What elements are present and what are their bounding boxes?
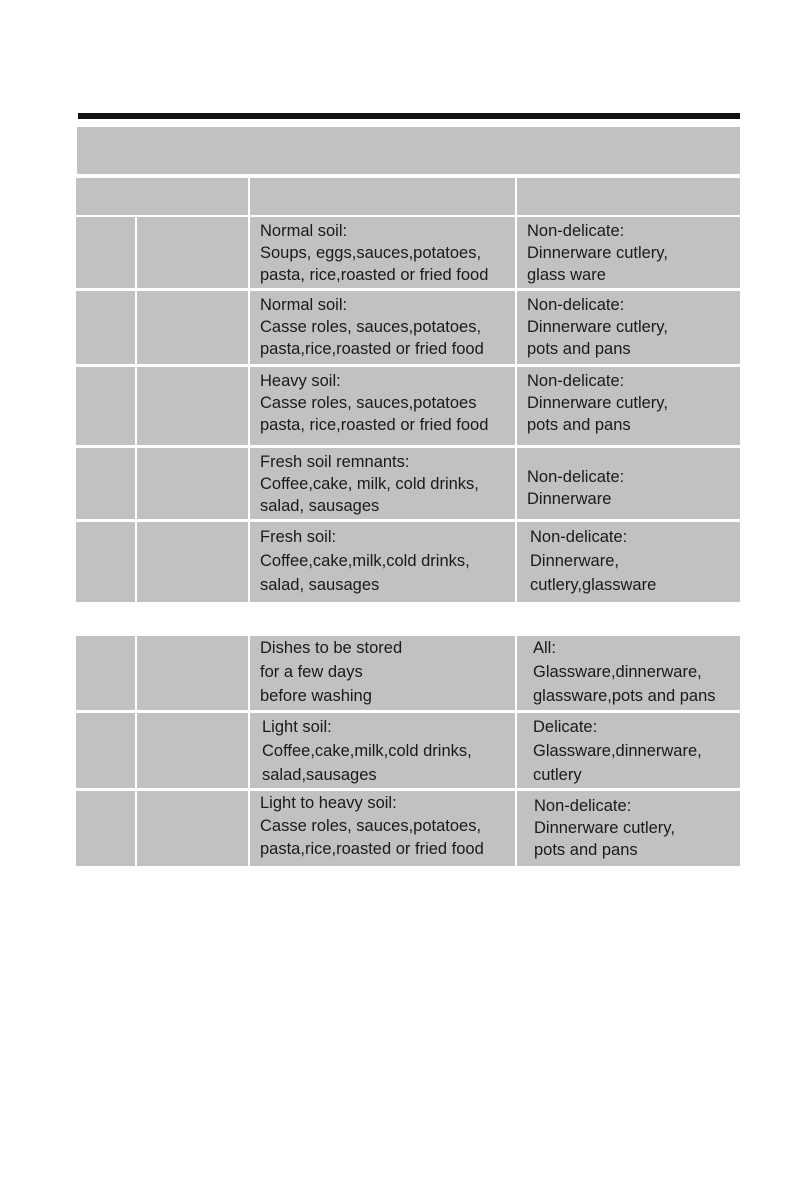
table-row-program-cell — [137, 217, 248, 288]
soil-description-cell — [250, 791, 515, 866]
dish-line: Delicate: — [533, 718, 598, 736]
soil-description-cell — [250, 713, 515, 788]
program-table — [76, 217, 740, 602]
dish-type-cell — [517, 522, 740, 602]
table-row-program-cell — [137, 522, 248, 602]
soil-line: Soups, eggs,sauces,potatoes, — [260, 244, 482, 262]
soil-description-cell — [250, 367, 515, 445]
soil-line: pasta,rice,roasted or fried food — [260, 340, 484, 358]
table-row-symbol-cell — [76, 713, 135, 788]
soil-line: Fresh soil: — [260, 528, 337, 546]
table-row-symbol-cell — [76, 217, 135, 288]
soil-line: pasta, rice,roasted or fried food — [260, 266, 489, 284]
dish-line: Dinnerware, — [530, 552, 619, 570]
soil-line: Heavy soil: — [260, 372, 341, 390]
soil-line: Light to heavy soil: — [260, 794, 397, 812]
soil-line: Casse roles, sauces,potatoes, — [260, 318, 482, 336]
soil-line: salad,sausages — [262, 766, 377, 784]
dish-line: cutlery,glassware — [530, 576, 657, 594]
dish-line: Glassware,dinnerware, — [533, 663, 702, 681]
table-row-symbol-cell — [76, 448, 135, 519]
table-header-row — [76, 178, 740, 215]
header-soil-cell — [250, 178, 515, 215]
dish-type-cell — [517, 636, 740, 710]
soil-description-cell — [250, 522, 515, 602]
dish-line: cutlery — [533, 766, 582, 784]
table-row-program-cell — [137, 791, 248, 866]
soil-line: Normal soil: — [260, 296, 348, 314]
dish-line: pots and pans — [527, 416, 631, 434]
soil-line: for a few days — [260, 663, 363, 681]
soil-line: Coffee,cake,milk,cold drinks, — [260, 552, 470, 570]
soil-line: Dishes to be stored — [260, 639, 403, 657]
table-row-symbol-cell — [76, 291, 135, 364]
dish-line: pots and pans — [534, 841, 638, 859]
dish-line: Non-delicate: — [534, 797, 632, 815]
soil-line: Casse roles, sauces,potatoes — [260, 394, 477, 412]
header-program-cell — [76, 178, 248, 215]
soil-description-cell — [250, 217, 515, 288]
soil-line: pasta,rice,roasted or fried food — [260, 840, 484, 858]
dish-line: Non-delicate: — [527, 296, 625, 314]
dish-line: Non-delicate: — [527, 222, 625, 240]
soil-line: Coffee,cake,milk,cold drinks, — [262, 742, 472, 760]
dish-type-cell — [517, 713, 740, 788]
table-row-program-cell — [137, 636, 248, 710]
dish-line: Dinnerware cutlery, — [527, 318, 668, 336]
table-row-symbol-cell — [76, 367, 135, 445]
table-title-band — [77, 127, 740, 174]
soil-line: Light soil: — [262, 718, 332, 736]
table-row-symbol-cell — [76, 522, 135, 602]
dish-line: All: — [533, 639, 556, 657]
dish-line: glassware,pots and pans — [533, 687, 716, 705]
soil-line: salad, sausages — [260, 497, 380, 515]
table-row-program-cell — [137, 291, 248, 364]
dish-line: Dinnerware cutlery, — [527, 244, 668, 262]
dish-line: Non-delicate: — [527, 468, 625, 486]
soil-line: Casse roles, sauces,potatoes, — [260, 817, 482, 835]
table-row-program-cell — [137, 713, 248, 788]
soil-line: pasta, rice,roasted or fried food — [260, 416, 489, 434]
top-rule — [78, 113, 740, 119]
dish-line: Glassware,dinnerware, — [533, 742, 702, 760]
soil-line: before washing — [260, 687, 372, 705]
dish-line: pots and pans — [527, 340, 631, 358]
table-row-program-cell — [137, 448, 248, 519]
dish-type-cell — [517, 367, 740, 445]
soil-description-cell — [250, 291, 515, 364]
table-row-symbol-cell — [76, 791, 135, 866]
soil-line: salad, sausages — [260, 576, 380, 594]
dish-type-cell — [517, 217, 740, 288]
dish-type-cell — [517, 448, 740, 519]
dish-type-cell — [517, 291, 740, 364]
dish-line: Dinnerware cutlery, — [527, 394, 668, 412]
soil-description-cell — [250, 448, 515, 519]
table-row-program-cell — [137, 367, 248, 445]
header-dishes-cell — [517, 178, 740, 215]
dish-line: Dinnerware — [527, 490, 612, 508]
dish-line: glass ware — [527, 266, 606, 284]
soil-line: Fresh soil remnants: — [260, 453, 410, 471]
dish-line: Non-delicate: — [527, 372, 625, 390]
soil-line: Normal soil: — [260, 222, 348, 240]
dish-type-cell — [517, 791, 740, 866]
dish-line: Non-delicate: — [530, 528, 628, 546]
table-row-symbol-cell — [76, 636, 135, 710]
special-program-table — [76, 636, 740, 866]
soil-line: Coffee,cake, milk, cold drinks, — [260, 475, 479, 493]
soil-description-cell — [250, 636, 515, 710]
dish-line: Dinnerware cutlery, — [534, 819, 675, 837]
